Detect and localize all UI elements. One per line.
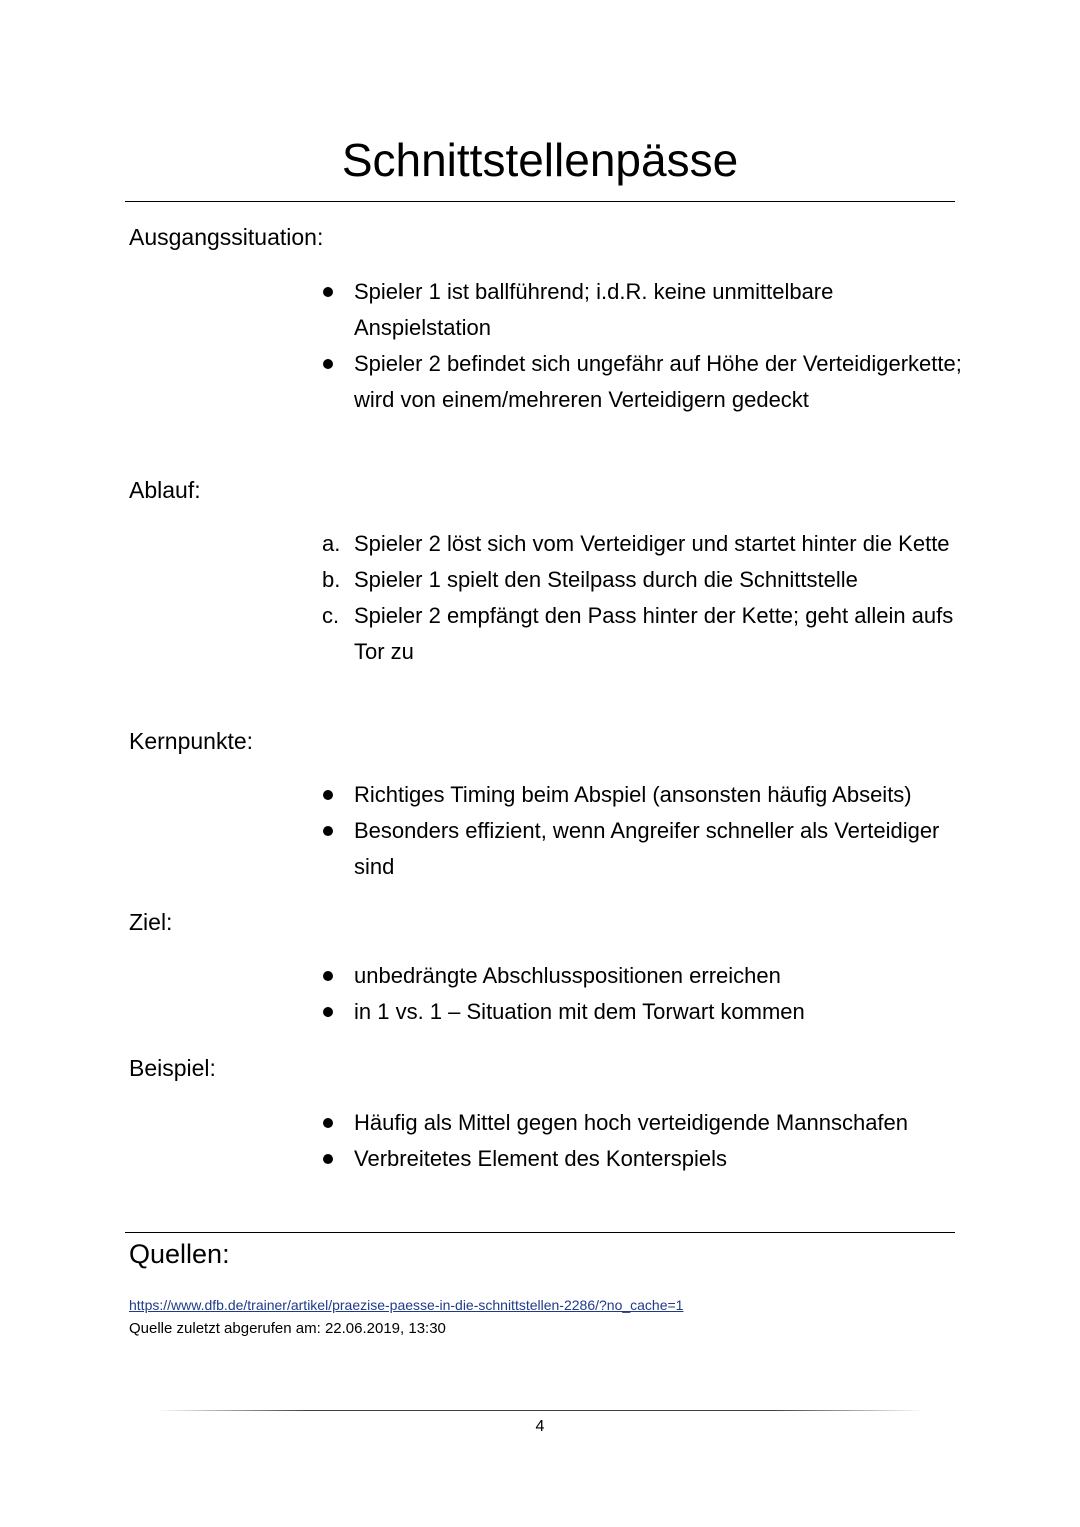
list-ablauf — [322, 526, 962, 670]
list-ziel — [322, 958, 962, 1030]
source-accessed-date: Quelle zuletzt abgerufen am: 22.06.2019, 13:30 — [129, 1320, 446, 1337]
list-item — [322, 994, 962, 1030]
title-divider — [125, 201, 955, 202]
list-beispiel — [322, 1105, 962, 1177]
section-label-ausgangssituation: Ausgangssituation: — [129, 224, 324, 250]
section-label-beispiel: Beispiel: — [129, 1055, 216, 1081]
bullet-icon — [323, 1007, 333, 1017]
bullet-icon — [323, 826, 333, 836]
list-kernpunkte — [322, 777, 962, 885]
list-marker: a. — [322, 531, 341, 556]
section-label-ziel: Ziel: — [129, 909, 173, 935]
page-title: Schnittstellenpässe — [341, 134, 739, 186]
sources-divider — [125, 1232, 955, 1233]
list-item — [322, 1141, 962, 1177]
list-item-text: Spieler 2 löst sich vom Verteidiger und startet hinter die Kette — [354, 531, 950, 556]
list-item — [322, 598, 962, 670]
list-item-text: Spieler 1 spielt den Steilpass durch die Schnittstelle — [354, 567, 858, 592]
bullet-icon — [323, 1154, 333, 1164]
list-marker: c. — [322, 603, 340, 628]
list-item-text: Häufig als Mittel gegen hoch verteidigende Mannschafen — [354, 1110, 909, 1135]
bullet-icon — [323, 359, 333, 369]
list-item-text: Spieler 2 empfängt den Pass hinter der Kette; geht allein aufs Tor zu — [354, 603, 954, 664]
list-item-text: Richtiges Timing beim Abspiel (ansonsten häufig Abseits) — [354, 782, 912, 807]
section-label-ablauf: Ablauf: — [129, 477, 201, 503]
footer-divider — [155, 1410, 925, 1411]
source-link[interactable]: https://www.dfb.de/trainer/artikel/praezise-paesse-in-die-schnittstellen-2286/?no_cache=1 — [129, 1297, 684, 1313]
list-item-text: unbedrängte Abschlusspositionen erreichen — [354, 963, 781, 988]
list-item — [322, 777, 962, 813]
bullet-icon — [323, 971, 333, 981]
section-label-kernpunkte: Kernpunkte: — [129, 728, 254, 754]
list-item-text: in 1 vs. 1 – Situation mit dem Torwart kommen — [354, 999, 805, 1024]
bullet-icon — [323, 1118, 333, 1128]
list-item-text: Besonders effizient, wenn Angreifer schneller als Verteidiger sind — [354, 818, 940, 879]
list-item — [322, 346, 962, 418]
list-item — [322, 1105, 962, 1141]
list-item — [322, 958, 962, 994]
list-item — [322, 813, 962, 885]
list-item-text: Spieler 2 befindet sich ungefähr auf Höhe der Verteidigerkette; wird von einem/mehreren Verteidigern gedeckt — [354, 351, 962, 412]
bullet-icon — [323, 287, 333, 297]
list-item — [322, 562, 962, 598]
list-ausgangssituation — [322, 274, 962, 418]
list-marker: b. — [322, 567, 341, 592]
page-number: 4 — [535, 1418, 545, 1435]
sources-heading: Quellen: — [129, 1239, 230, 1269]
list-item-text: Spieler 1 ist ballführend; i.d.R. keine unmittelbare Anspielstation — [354, 279, 834, 340]
bullet-icon — [323, 790, 333, 800]
list-item — [322, 526, 962, 562]
list-item — [322, 274, 962, 346]
list-item-text: Verbreitetes Element des Konterspiels — [354, 1146, 727, 1171]
